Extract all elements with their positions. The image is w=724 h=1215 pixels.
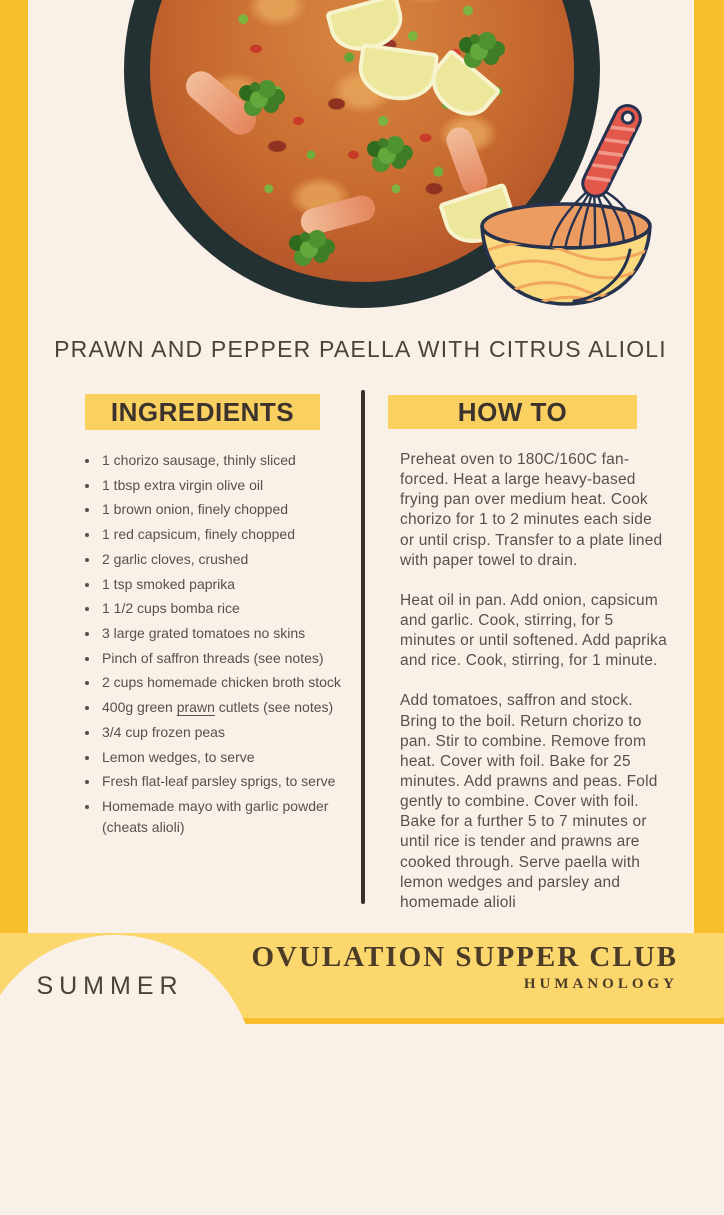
ingredient-item: • 2 garlic cloves, crushed xyxy=(100,549,352,570)
mixing-bowl-whisk-illustration xyxy=(478,98,663,310)
ingredient-item: • Lemon wedges, to serve xyxy=(100,747,352,768)
howto-paragraph: Preheat oven to 180C/160C fan-forced. Heat a large heavy-based frying pan over medium heat. Cook chorizo for 1 to 2 minutes each side or until crisp. Transfer to a plate lined with paper towel to drain. xyxy=(400,451,663,569)
howto-paragraph: Heat oil in pan. Add onion, capsicum and garlic. Cook, stirring, for 5 minutes or until softened. Add paprika and rice. Cook, stirring, for 1 minute. xyxy=(400,591,667,670)
ingredient-item xyxy=(100,697,352,718)
recipe-title: PRAWN AND PEPPER PAELLA WITH CITRUS ALIOLI xyxy=(54,336,667,362)
ingredient-item: • Pinch of saffron threads (see notes) xyxy=(100,648,352,669)
ingredient-item: • 1 tbsp extra virgin olive oil xyxy=(100,475,352,496)
ingredient-item: • 1 chorizo sausage, thinly sliced xyxy=(100,450,352,471)
ingredient-text-segment: 400g green xyxy=(102,699,177,716)
ingredient-item: • 1 brown onion, finely chopped xyxy=(100,499,352,520)
prawn-link[interactable]: prawn xyxy=(176,699,215,716)
howto-steps xyxy=(400,450,670,933)
column-divider xyxy=(361,390,365,904)
ingredient-item: • 1 1/2 cups bomba rice xyxy=(100,598,352,619)
left-border xyxy=(0,0,28,933)
brand-block xyxy=(251,942,678,993)
ingredient-item: • 1 red capsicum, finely chopped xyxy=(100,524,352,545)
ingredient-item: • 2 cups homemade chicken broth stock xyxy=(100,672,352,693)
brand-subname: HUMANOLOGY xyxy=(523,975,678,992)
ingredients-heading: INGREDIENTS xyxy=(85,394,320,430)
season-label: SUMMER xyxy=(36,972,184,1000)
parsley-image xyxy=(250,82,260,92)
howto-heading: HOW TO xyxy=(388,395,637,429)
ingredient-item: • Fresh flat-leaf parsley sprigs, to serve xyxy=(100,771,352,792)
ingredient-item: • 3/4 cup frozen peas xyxy=(100,722,352,743)
ingredient-item: • 1 tsp smoked paprika xyxy=(100,574,352,595)
right-border xyxy=(694,0,724,933)
parsley-image xyxy=(470,34,480,44)
ingredients-list xyxy=(82,450,352,842)
ingredient-item: • 3 large grated tomatoes no skins xyxy=(100,623,352,644)
brand-name: OVULATION SUPPER CLUB xyxy=(251,941,678,973)
parsley-image xyxy=(378,138,388,148)
parsley-image xyxy=(300,232,310,242)
howto-paragraph: Add tomatoes, saffron and stock. Bring to the boil. Return chorizo to pan. Stir to combine. Remove from heat. Cover with foil. Bake for 25 minutes. Add prawns and peas. Fold gently to combine. Cover with foil. Bake for a further 5 to 7 minutes or until rice is tender and prawns are cooked through. Serve paella with lemon wedges and parsley and homemade alioli xyxy=(400,692,658,911)
ingredient-text-segment: cutlets (see notes) xyxy=(214,699,334,716)
ingredient-item: • Homemade mayo with garlic powder (cheats alioli) xyxy=(100,796,352,837)
